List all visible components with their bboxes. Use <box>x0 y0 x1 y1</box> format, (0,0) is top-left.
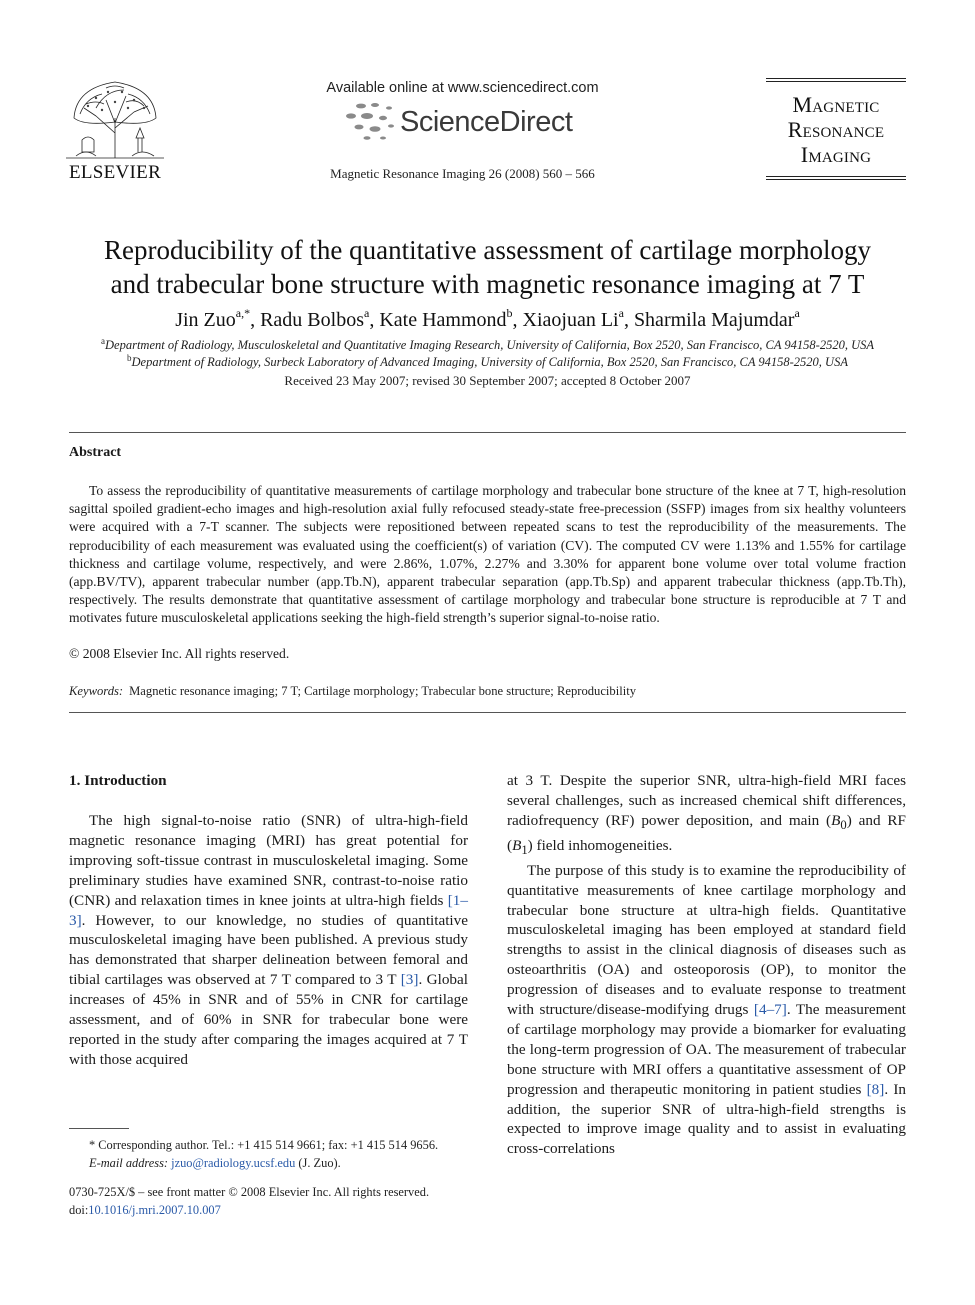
front-matter-info <box>69 1184 429 1219</box>
author-affiliation-mark: a <box>364 306 370 320</box>
keywords-list: Magnetic resonance imaging; 7 T; Cartilage morphology; Trabecular bone structure; Reproducibility <box>129 684 637 698</box>
right-column <box>507 771 906 1159</box>
paragraph-text: ) and RF ( <box>507 811 907 854</box>
abstract-heading: Abstract <box>69 445 122 460</box>
corresponding-author-footnote <box>89 1137 438 1172</box>
sciencedirect-logo[interactable] <box>300 100 625 146</box>
author-separator: , <box>250 309 261 331</box>
sciencedirect-banner[interactable] <box>300 80 625 182</box>
author-name: Radu Bolbos <box>260 309 364 331</box>
affiliation-mark: a <box>101 336 105 346</box>
reference-link[interactable]: [1–3] <box>69 891 468 929</box>
title-line: Reproducibility of the quantitative assessment of cartilage morphology <box>103 235 872 265</box>
author-name: Jin Zuo <box>175 309 236 331</box>
affiliation-text: Department of Radiology, Musculoskeletal and Quantitative Imaging Research, University of California, Box 2520, San Francisco, CA 94158-2520, USA <box>105 338 874 352</box>
section-heading: 1. Introduction <box>69 772 167 789</box>
paragraph-text: . The measurement of cartilage morphology may provide a biomarker for evaluating the long-term progression of OA. The measurement of trabecular bone structure with MRI offers a quantitative assessment of OP progression and therapeutic monitoring in patient studies <box>507 1001 907 1098</box>
affiliation-a <box>40 336 935 353</box>
math-subscript: 0 <box>840 817 847 832</box>
journal-name-line: Resonance <box>787 117 885 142</box>
paragraph-text: The purpose of this study is to examine the reproducibility of quantitative measurements of knee cartilage morphology and trabecular bone structure at ultra-high fields. Quantitative musculoskeletal imaging has been employed at standard field strengths to assist in the clinical diagnosis of diseases such as osteoarthritis (OA) and osteoporosis (OP), to monitor the progression of diseases and to evaluate response to treatment with structure/disease-modifying drugs <box>507 861 906 1019</box>
left-column <box>69 811 468 1070</box>
author-list <box>40 306 935 332</box>
available-online-text: Available online at www.sciencedirect.com <box>326 80 599 96</box>
author-separator: , <box>623 309 634 331</box>
footnote-divider <box>69 1128 129 1129</box>
journal-citation: Magnetic Resonance Imaging 26 (2008) 560 – 566 <box>330 166 595 181</box>
paragraph <box>507 771 906 861</box>
email-link[interactable]: jzuo@radiology.ucsf.edu <box>171 1155 296 1170</box>
affiliation-text: Department of Radiology, Surbeck Laboratory of Advanced Imaging, University of California, Box 2520, San Francisco, CA 94158-2520, USA <box>131 355 848 369</box>
email-line <box>89 1155 438 1173</box>
sciencedirect-wordmark: ScienceDirect <box>400 106 573 138</box>
publisher-name: ELSEVIER <box>68 162 162 183</box>
author-name: Xiaojuan Li <box>522 309 619 331</box>
paragraph-text: . In addition, the superior SNR of ultra-high-field strengths is expected to improve image quality and to assist in evaluating cross-correlations <box>507 1080 906 1158</box>
paragraph-text: The high signal-to-noise ratio (SNR) of ultra-high-field magnetic resonance imaging (MRI) has great potential for improving soft-tissue contrast in musculoskeletal imaging. Some preliminary studies have examined SNR, contrast-to-noise ratio (CNR) and relaxation times in knee joints at ultra-high fields <box>69 812 468 909</box>
math-subscript: 1 <box>521 842 528 857</box>
corresponding-author-text: * Corresponding author. Tel.: +1 415 514 9661; fax: +1 415 514 9656. <box>89 1138 439 1152</box>
title-line: and trabecular bone structure with magnetic resonance imaging at 7 T <box>110 269 865 299</box>
paragraph <box>507 861 906 1160</box>
doi-line <box>69 1202 429 1220</box>
paragraph-text: at 3 T. Despite the superior SNR, ultra-high-field MRI faces several challenges, such as increased chemical shift differences, radiofrequency (RF) power deposition, and main ( <box>507 772 906 829</box>
abstract-copyright: © 2008 Elsevier Inc. All rights reserved. <box>69 646 290 661</box>
journal-name-line: Imaging <box>800 142 872 167</box>
divider <box>69 432 906 433</box>
keywords-label: Keywords: <box>69 684 124 698</box>
affiliation-mark: b <box>127 353 132 363</box>
divider <box>69 712 906 713</box>
doi-label: doi: <box>69 1202 89 1217</box>
author-affiliation-mark: a <box>794 306 800 320</box>
paragraph <box>69 811 468 1070</box>
author-name: Sharmila Majumdar <box>633 309 795 331</box>
author-affiliation-mark: a,* <box>235 306 251 320</box>
author-name: Kate Hammond <box>379 309 507 331</box>
email-label: E-mail address: <box>89 1155 169 1170</box>
reference-link[interactable]: [8] <box>866 1080 885 1098</box>
paragraph-text: . Global increases of 45% in SNR and of 55% in CNR for cartilage assessment, and of 60% in SNR for trabecular bone were reported in the study after comparing the images acquired at 7 T with those acquired <box>69 971 468 1068</box>
doi-link[interactable]: 10.1016/j.mri.2007.10.007 <box>88 1202 221 1217</box>
math-symbol: B <box>831 811 841 829</box>
article-title <box>40 233 935 301</box>
affiliation-b <box>40 353 935 370</box>
journal-masthead <box>766 78 906 180</box>
email-suffix: (J. Zuo). <box>295 1155 341 1170</box>
paragraph-text: . However, to our knowledge, no studies of quantitative musculoskeletal imaging have been published. A previous study has demonstrated that sharper delineation between femoral and tibial cartilages was observed at 7 T compared to 3 T <box>69 911 468 989</box>
reference-link[interactable]: [4–7] <box>753 1001 787 1019</box>
journal-name-line: Magnetic <box>792 92 880 117</box>
author-separator: , <box>369 309 380 331</box>
sciencedirect-dots-logo-icon <box>345 102 405 142</box>
reference-link[interactable]: [3] <box>400 971 419 989</box>
math-symbol: B <box>512 836 522 854</box>
abstract-body: To assess the reproducibility of quantitative measurements of cartilage morphology and trabecular bone structure of the knee at 7 T, high-resolution sagittal spoiled gradient-echo images and high-resolution axial fully refocused steady-state free-precession (SSFP) images from six healthy volunteers were acquired with a 7-T scanner. The subjects were repositioned between repeated scans to test the reproducibility of the measurements. The reproducibility of each measurement was evaluated using the coefficient(s) of variation (CV). The computed CV were 1.13% and 1.55% for cartilage thickness and cartilage volume, respectively, and were 2.86%, 1.07%, 2.27% and 3.30% for apparent bone volume over total volume fraction (app.BV/TV), apparent trabecular number (app.Tb.N), apparent trabecular separation (app.Tb.Sp) and apparent trabecular thickness (app.Tb.Th), respectively. The results demonstrate that quantitative assessment of cartilage morphology and trabecular bone structure is reproducible at 7 T and motivates future musculoskeletal applications seeking the high-field strength’s superior signal-to-noise ratio. <box>69 483 906 626</box>
author-affiliation-mark: b <box>506 306 513 320</box>
author-affiliation-mark: a <box>618 306 624 320</box>
author-separator: , <box>512 309 523 331</box>
keywords-line <box>69 684 636 699</box>
paragraph-text: ) field inhomogeneities. <box>527 836 673 854</box>
issn-line: 0730-725X/$ – see front matter © 2008 Elsevier Inc. All rights reserved. <box>69 1185 430 1199</box>
received-dates: Received 23 May 2007; revised 30 September 2007; accepted 8 October 2007 <box>284 373 691 388</box>
